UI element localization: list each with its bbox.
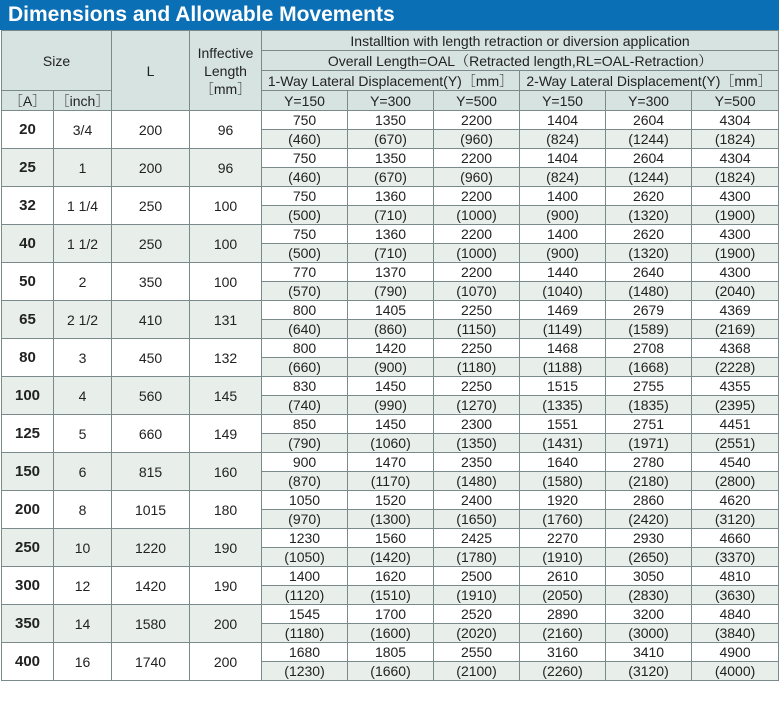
retracted-length-cell: (1320)	[606, 244, 692, 263]
size-a-cell: 65	[2, 301, 54, 339]
retracted-length-cell: (900)	[520, 206, 606, 225]
size-a-cell: 200	[2, 491, 54, 529]
retracted-length-cell: (2160)	[520, 624, 606, 643]
ineffective-line1: Inffective	[197, 44, 254, 61]
oal-cell: 4620	[692, 491, 779, 510]
retracted-length-cell: (1668)	[606, 358, 692, 377]
ineffective-length-cell: 200	[190, 605, 262, 643]
oal-cell: 1920	[520, 491, 606, 510]
retracted-length-cell: (1230)	[262, 662, 348, 681]
table-row	[2, 453, 779, 472]
size-a-cell: 350	[2, 605, 54, 643]
oal-cell: 2500	[434, 567, 520, 586]
ineffective-length-cell: 180	[190, 491, 262, 529]
retracted-length-cell: (960)	[434, 130, 520, 149]
retracted-length-cell: (2228)	[692, 358, 779, 377]
retracted-length-cell: (1300)	[348, 510, 434, 529]
oal-cell: 2604	[606, 149, 692, 168]
table-row	[2, 605, 779, 624]
size-a-cell: 400	[2, 643, 54, 681]
oal-cell: 4810	[692, 567, 779, 586]
retracted-length-cell: (660)	[262, 358, 348, 377]
retracted-length-cell: (1320)	[606, 206, 692, 225]
oal-cell: 3410	[606, 643, 692, 662]
oal-cell: 800	[262, 339, 348, 358]
table-row	[2, 529, 779, 548]
oal-cell: 1680	[262, 643, 348, 662]
installation-header: Installtion with length retraction or diversion application	[262, 31, 779, 51]
oal-cell: 4540	[692, 453, 779, 472]
oal-cell: 1360	[348, 187, 434, 206]
retracted-length-cell: (1910)	[520, 548, 606, 567]
oal-cell: 1450	[348, 377, 434, 396]
y-col-header: Y=300	[606, 91, 692, 111]
retracted-length-cell: (1835)	[606, 396, 692, 415]
oal-cell: 2610	[520, 567, 606, 586]
size-inch-cell: 3	[54, 339, 112, 377]
oal-cell: 2708	[606, 339, 692, 358]
oal-cell: 1468	[520, 339, 606, 358]
retracted-length-cell: (900)	[520, 244, 606, 263]
oal-cell: 1520	[348, 491, 434, 510]
oal-cell: 750	[262, 149, 348, 168]
retracted-length-cell: (1910)	[434, 586, 520, 605]
retracted-length-cell: (3840)	[692, 624, 779, 643]
retracted-length-cell: (2180)	[606, 472, 692, 491]
retracted-length-cell: (1780)	[434, 548, 520, 567]
retracted-length-cell: (790)	[262, 434, 348, 453]
size-a-cell: 300	[2, 567, 54, 605]
oal-cell: 1050	[262, 491, 348, 510]
ineffective-length-cell: 100	[190, 263, 262, 301]
l-cell: 200	[112, 149, 190, 187]
oal-cell: 2780	[606, 453, 692, 472]
oal-cell: 2200	[434, 111, 520, 130]
table-row	[2, 301, 779, 320]
retracted-length-cell: (2420)	[606, 510, 692, 529]
oal-cell: 2400	[434, 491, 520, 510]
oal-cell: 2751	[606, 415, 692, 434]
oal-cell: 2860	[606, 491, 692, 510]
retracted-length-cell: (1589)	[606, 320, 692, 339]
oal-cell: 1404	[520, 111, 606, 130]
retracted-length-cell: (670)	[348, 168, 434, 187]
oal-cell: 1400	[520, 187, 606, 206]
retracted-length-cell: (1660)	[348, 662, 434, 681]
size-a-cell: 32	[2, 187, 54, 225]
two-way-header: 2-Way Lateral Displacement(Y)［mm］	[520, 71, 779, 91]
table-row	[2, 339, 779, 358]
table-row	[2, 111, 779, 130]
size-inch-cell: 1	[54, 149, 112, 187]
oal-cell: 1360	[348, 225, 434, 244]
ineffective-length-cell: 190	[190, 529, 262, 567]
oal-cell: 2200	[434, 187, 520, 206]
size-inch-cell: 12	[54, 567, 112, 605]
l-cell: 200	[112, 111, 190, 149]
retracted-length-cell: (1000)	[434, 244, 520, 263]
retracted-length-cell: (1050)	[262, 548, 348, 567]
oal-cell: 750	[262, 111, 348, 130]
retracted-length-cell: (1180)	[262, 624, 348, 643]
ineffective-length-cell: 149	[190, 415, 262, 453]
size-inch-cell: 1 1/4	[54, 187, 112, 225]
y-col-header: Y=500	[434, 91, 520, 111]
retracted-length-cell: (1149)	[520, 320, 606, 339]
l-cell: 1015	[112, 491, 190, 529]
size-header: Size	[2, 31, 112, 91]
oal-cell: 1560	[348, 529, 434, 548]
oal-cell: 1405	[348, 301, 434, 320]
retracted-length-cell: (2551)	[692, 434, 779, 453]
size-inch-cell: 2	[54, 263, 112, 301]
oal-cell: 1404	[520, 149, 606, 168]
oal-cell: 1420	[348, 339, 434, 358]
oal-cell: 2425	[434, 529, 520, 548]
oal-cell: 900	[262, 453, 348, 472]
one-way-header: 1-Way Lateral Displacement(Y)［mm］	[262, 71, 520, 91]
oal-cell: 2755	[606, 377, 692, 396]
retracted-length-cell: (1650)	[434, 510, 520, 529]
l-cell: 250	[112, 187, 190, 225]
retracted-length-cell: (1170)	[348, 472, 434, 491]
size-inch-cell: 4	[54, 377, 112, 415]
oal-cell: 4368	[692, 339, 779, 358]
oal-cell: 1450	[348, 415, 434, 434]
size-a-cell: 20	[2, 111, 54, 149]
l-cell: 560	[112, 377, 190, 415]
oal-cell: 1400	[520, 225, 606, 244]
oal-cell: 770	[262, 263, 348, 282]
size-inch-cell: 10	[54, 529, 112, 567]
l-cell: 815	[112, 453, 190, 491]
ineffective-length-cell: 100	[190, 187, 262, 225]
table-row	[2, 643, 779, 662]
oal-cell: 750	[262, 187, 348, 206]
table-row	[2, 263, 779, 282]
l-cell: 250	[112, 225, 190, 263]
unit-inch-header: ［inch］	[54, 91, 112, 111]
y-col-header: Y=300	[348, 91, 434, 111]
unit-a-header: ［A］	[2, 91, 54, 111]
size-inch-cell: 16	[54, 643, 112, 681]
retracted-length-cell: (900)	[348, 358, 434, 377]
retracted-length-cell: (710)	[348, 244, 434, 263]
oal-cell: 2679	[606, 301, 692, 320]
table-row	[2, 415, 779, 434]
retracted-length-cell: (1040)	[520, 282, 606, 301]
oal-cell: 4355	[692, 377, 779, 396]
retracted-length-cell: (1824)	[692, 168, 779, 187]
ineffective-length-cell: 160	[190, 453, 262, 491]
oal-cell: 1515	[520, 377, 606, 396]
ineffective-length-cell: 132	[190, 339, 262, 377]
size-a-cell: 100	[2, 377, 54, 415]
size-a-cell: 25	[2, 149, 54, 187]
oal-cell: 2520	[434, 605, 520, 624]
oal-cell: 4300	[692, 263, 779, 282]
oal-cell: 4840	[692, 605, 779, 624]
retracted-length-cell: (1000)	[434, 206, 520, 225]
page-title: Dimensions and Allowable Movements	[0, 0, 779, 30]
ineffective-length-cell: 96	[190, 111, 262, 149]
retracted-length-cell: (1510)	[348, 586, 434, 605]
oal-cell: 2200	[434, 263, 520, 282]
oal-cell: 4660	[692, 529, 779, 548]
oal-cell: 4900	[692, 643, 779, 662]
retracted-length-cell: (824)	[520, 130, 606, 149]
retracted-length-cell: (1600)	[348, 624, 434, 643]
y-col-header: Y=150	[520, 91, 606, 111]
ineffective-length-cell: 131	[190, 301, 262, 339]
oal-cell: 1440	[520, 263, 606, 282]
oal-cell: 2200	[434, 149, 520, 168]
table-row	[2, 567, 779, 586]
oal-cell: 1469	[520, 301, 606, 320]
retracted-length-cell: (3370)	[692, 548, 779, 567]
oal-cell: 3160	[520, 643, 606, 662]
retracted-length-cell: (1180)	[434, 358, 520, 377]
retracted-length-cell: (1480)	[606, 282, 692, 301]
table-row	[2, 225, 779, 244]
oal-cell: 1640	[520, 453, 606, 472]
oal-cell: 2350	[434, 453, 520, 472]
size-a-cell: 125	[2, 415, 54, 453]
oal-cell: 4300	[692, 187, 779, 206]
retracted-length-cell: (870)	[262, 472, 348, 491]
retracted-length-cell: (1188)	[520, 358, 606, 377]
retracted-length-cell: (460)	[262, 168, 348, 187]
ineffective-line2: Length	[204, 62, 247, 79]
oal-cell: 830	[262, 377, 348, 396]
size-inch-cell: 6	[54, 453, 112, 491]
oal-cell: 2890	[520, 605, 606, 624]
retracted-length-cell: (1335)	[520, 396, 606, 415]
oal-cell: 2250	[434, 377, 520, 396]
oal-cell: 2200	[434, 225, 520, 244]
oal-cell: 1805	[348, 643, 434, 662]
retracted-length-cell: (1420)	[348, 548, 434, 567]
size-inch-cell: 5	[54, 415, 112, 453]
oal-cell: 4300	[692, 225, 779, 244]
oal-cell: 1700	[348, 605, 434, 624]
oal-cell: 2300	[434, 415, 520, 434]
oal-cell: 3050	[606, 567, 692, 586]
retracted-length-cell: (500)	[262, 206, 348, 225]
oal-cell: 4451	[692, 415, 779, 434]
size-inch-cell: 3/4	[54, 111, 112, 149]
l-cell: 1740	[112, 643, 190, 681]
retracted-length-cell: (2050)	[520, 586, 606, 605]
size-inch-cell: 14	[54, 605, 112, 643]
oal-cell: 4304	[692, 149, 779, 168]
oal-cell: 2550	[434, 643, 520, 662]
oal-cell: 2930	[606, 529, 692, 548]
retracted-length-cell: (1480)	[434, 472, 520, 491]
l-cell: 450	[112, 339, 190, 377]
retracted-length-cell: (570)	[262, 282, 348, 301]
oal-cell: 4369	[692, 301, 779, 320]
l-header: L	[112, 31, 190, 111]
oal-cell: 1545	[262, 605, 348, 624]
oal-cell: 2620	[606, 187, 692, 206]
retracted-length-cell: (2395)	[692, 396, 779, 415]
oal-cell: 1620	[348, 567, 434, 586]
retracted-length-cell: (2169)	[692, 320, 779, 339]
retracted-length-cell: (1971)	[606, 434, 692, 453]
retracted-length-cell: (3000)	[606, 624, 692, 643]
retracted-length-cell: (990)	[348, 396, 434, 415]
retracted-length-cell: (1070)	[434, 282, 520, 301]
retracted-length-cell: (860)	[348, 320, 434, 339]
size-inch-cell: 1 1/2	[54, 225, 112, 263]
oal-cell: 2250	[434, 339, 520, 358]
table-body	[2, 111, 779, 681]
table-row	[2, 149, 779, 168]
l-cell: 660	[112, 415, 190, 453]
dimensions-table	[1, 30, 779, 681]
retracted-length-cell: (790)	[348, 282, 434, 301]
table-row	[2, 377, 779, 396]
retracted-length-cell: (2830)	[606, 586, 692, 605]
oal-cell: 3200	[606, 605, 692, 624]
retracted-length-cell: (1060)	[348, 434, 434, 453]
retracted-length-cell: (3120)	[692, 510, 779, 529]
retracted-length-cell: (1431)	[520, 434, 606, 453]
size-inch-cell: 2 1/2	[54, 301, 112, 339]
table-row	[2, 491, 779, 510]
retracted-length-cell: (2800)	[692, 472, 779, 491]
retracted-length-cell: (824)	[520, 168, 606, 187]
y-col-header: Y=500	[692, 91, 779, 111]
size-a-cell: 50	[2, 263, 54, 301]
oal-cell: 1470	[348, 453, 434, 472]
ineffective-length-cell: 145	[190, 377, 262, 415]
oal-cell: 850	[262, 415, 348, 434]
retracted-length-cell: (1120)	[262, 586, 348, 605]
ineffective-line3: ［mm］	[199, 80, 252, 97]
table-row	[2, 187, 779, 206]
retracted-length-cell: (1760)	[520, 510, 606, 529]
y-col-header: Y=150	[262, 91, 348, 111]
oal-cell: 1370	[348, 263, 434, 282]
oal-cell: 4304	[692, 111, 779, 130]
retracted-length-cell: (500)	[262, 244, 348, 263]
l-cell: 1420	[112, 567, 190, 605]
retracted-length-cell: (2040)	[692, 282, 779, 301]
oal-cell: 1551	[520, 415, 606, 434]
retracted-length-cell: (1244)	[606, 168, 692, 187]
retracted-length-cell: (1580)	[520, 472, 606, 491]
retracted-length-cell: (710)	[348, 206, 434, 225]
l-cell: 1220	[112, 529, 190, 567]
overall-length-header: Overall Length=OAL（Retracted length,RL=OAL-Retraction）	[262, 51, 779, 71]
oal-cell: 1350	[348, 111, 434, 130]
ineffective-length-header	[190, 31, 262, 111]
retracted-length-cell: (970)	[262, 510, 348, 529]
retracted-length-cell: (1350)	[434, 434, 520, 453]
oal-cell: 2640	[606, 263, 692, 282]
oal-cell: 1350	[348, 149, 434, 168]
retracted-length-cell: (2260)	[520, 662, 606, 681]
size-a-cell: 150	[2, 453, 54, 491]
oal-cell: 2604	[606, 111, 692, 130]
retracted-length-cell: (1270)	[434, 396, 520, 415]
retracted-length-cell: (2100)	[434, 662, 520, 681]
size-a-cell: 40	[2, 225, 54, 263]
retracted-length-cell: (1900)	[692, 244, 779, 263]
retracted-length-cell: (1244)	[606, 130, 692, 149]
ineffective-length-cell: 200	[190, 643, 262, 681]
ineffective-length-cell: 100	[190, 225, 262, 263]
retracted-length-cell: (3120)	[606, 662, 692, 681]
retracted-length-cell: (960)	[434, 168, 520, 187]
ineffective-length-cell: 96	[190, 149, 262, 187]
retracted-length-cell: (3630)	[692, 586, 779, 605]
oal-cell: 800	[262, 301, 348, 320]
l-cell: 350	[112, 263, 190, 301]
size-a-cell: 250	[2, 529, 54, 567]
l-cell: 1580	[112, 605, 190, 643]
oal-cell: 2620	[606, 225, 692, 244]
retracted-length-cell: (2650)	[606, 548, 692, 567]
retracted-length-cell: (2020)	[434, 624, 520, 643]
retracted-length-cell: (4000)	[692, 662, 779, 681]
retracted-length-cell: (1900)	[692, 206, 779, 225]
retracted-length-cell: (1824)	[692, 130, 779, 149]
ineffective-length-cell: 190	[190, 567, 262, 605]
oal-cell: 750	[262, 225, 348, 244]
retracted-length-cell: (670)	[348, 130, 434, 149]
size-inch-cell: 8	[54, 491, 112, 529]
oal-cell: 1230	[262, 529, 348, 548]
retracted-length-cell: (740)	[262, 396, 348, 415]
oal-cell: 2270	[520, 529, 606, 548]
oal-cell: 2250	[434, 301, 520, 320]
retracted-length-cell: (640)	[262, 320, 348, 339]
oal-cell: 1400	[262, 567, 348, 586]
retracted-length-cell: (1150)	[434, 320, 520, 339]
size-a-cell: 80	[2, 339, 54, 377]
l-cell: 410	[112, 301, 190, 339]
retracted-length-cell: (460)	[262, 130, 348, 149]
